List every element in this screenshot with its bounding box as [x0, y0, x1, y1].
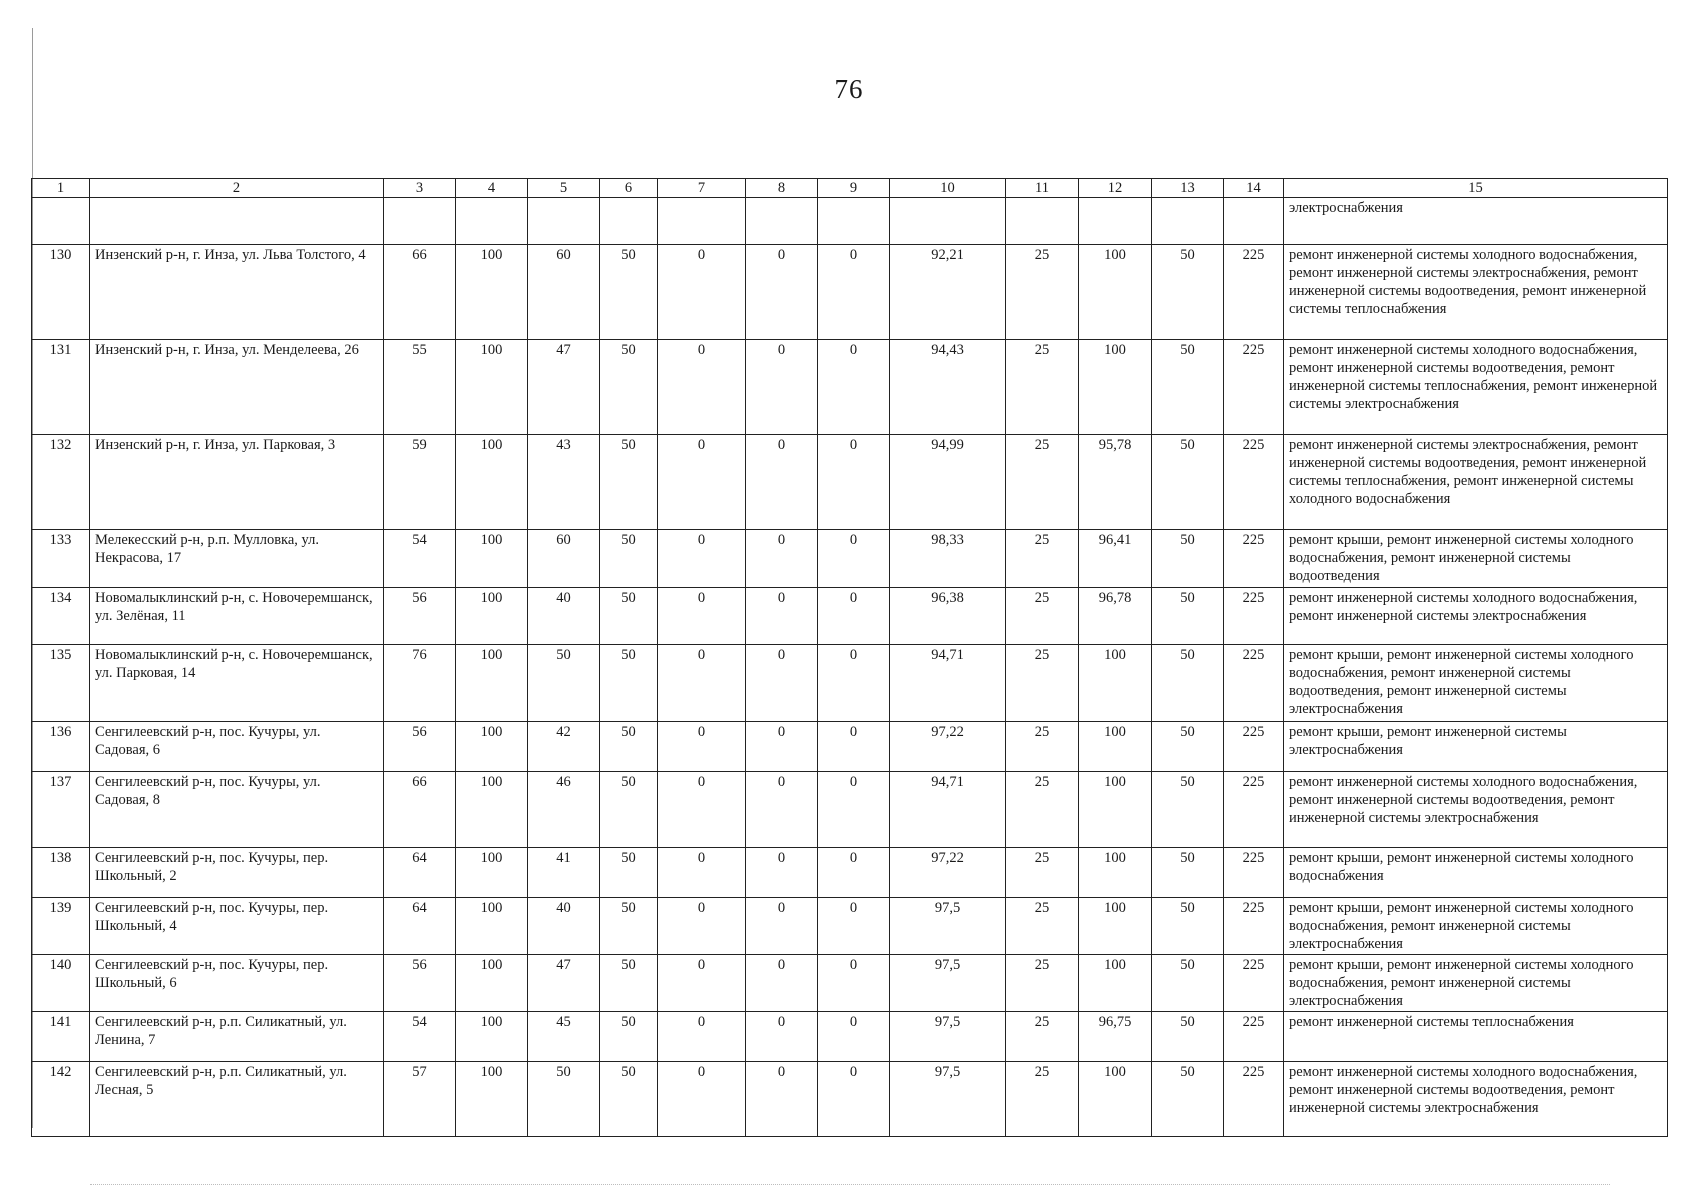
cell-empty: [746, 198, 818, 245]
cell-empty: [32, 198, 90, 245]
cell-col-10: 94,43: [890, 340, 1006, 435]
scan-noise-line: [90, 1184, 1610, 1185]
cell-works: ремонт крыши, ремонт инженерной системы электроснабжения: [1284, 722, 1668, 772]
cell-row-number: 137: [32, 772, 90, 848]
cell-col-7: 0: [658, 898, 746, 955]
cell-col-13: 50: [1152, 1062, 1224, 1137]
cell-col-7: 0: [658, 245, 746, 340]
cell-col-5: 45: [528, 1012, 600, 1062]
cell-row-number: 138: [32, 848, 90, 898]
table-row: [32, 588, 1668, 645]
cell-col-8: 0: [746, 898, 818, 955]
cell-col-8: 0: [746, 530, 818, 588]
cell-col-9: 0: [818, 245, 890, 340]
cell-col-9: 0: [818, 588, 890, 645]
cell-col-7: 0: [658, 435, 746, 530]
cell-col-7: 0: [658, 1062, 746, 1137]
cell-col-11: 25: [1006, 530, 1079, 588]
cell-col-5: 46: [528, 772, 600, 848]
cell-col-10: 94,71: [890, 772, 1006, 848]
cell-address: Сенгилеевский р-н, пос. Кучуры, ул. Садовая, 6: [90, 722, 384, 772]
cell-col-11: 25: [1006, 340, 1079, 435]
table-row: [32, 1012, 1668, 1062]
cell-row-number: 130: [32, 245, 90, 340]
cell-col-12: 100: [1079, 848, 1152, 898]
cell-col-14: 225: [1224, 955, 1284, 1012]
col-header-9: 9: [818, 179, 890, 198]
col-header-2: 2: [90, 179, 384, 198]
cell-col-11: 25: [1006, 588, 1079, 645]
table-row: [32, 898, 1668, 955]
cell-col-3: 56: [384, 722, 456, 772]
col-header-14: 14: [1224, 179, 1284, 198]
cell-col-11: 25: [1006, 435, 1079, 530]
cell-col-14: 225: [1224, 340, 1284, 435]
cell-col-13: 50: [1152, 435, 1224, 530]
cell-col-8: 0: [746, 955, 818, 1012]
col-header-1: 1: [32, 179, 90, 198]
cell-col-10: 97,22: [890, 848, 1006, 898]
cell-works: ремонт инженерной системы холодного водоснабжения, ремонт инженерной системы водоотведения, ремонт инженерной системы электроснабжения: [1284, 1062, 1668, 1137]
cell-col-9: 0: [818, 435, 890, 530]
table-row: [32, 530, 1668, 588]
cell-col-12: 100: [1079, 722, 1152, 772]
cell-works: электроснабжения: [1284, 198, 1668, 245]
cell-col-14: 225: [1224, 645, 1284, 722]
cell-col-10: 97,22: [890, 722, 1006, 772]
cell-col-10: 97,5: [890, 1012, 1006, 1062]
cell-works: ремонт инженерной системы холодного водоснабжения, ремонт инженерной системы водоотведения, ремонт инженерной системы теплоснабжения, ремонт инженерной системы электроснабжения: [1284, 340, 1668, 435]
cell-col-8: 0: [746, 1062, 818, 1137]
cell-row-number: 139: [32, 898, 90, 955]
cell-col-3: 54: [384, 530, 456, 588]
table-row: [32, 722, 1668, 772]
cell-col-9: 0: [818, 645, 890, 722]
cell-row-number: 142: [32, 1062, 90, 1137]
cell-empty: [818, 198, 890, 245]
cell-works: ремонт инженерной системы теплоснабжения: [1284, 1012, 1668, 1062]
cell-row-number: 136: [32, 722, 90, 772]
cell-col-13: 50: [1152, 848, 1224, 898]
table-row: [32, 848, 1668, 898]
cell-col-4: 100: [456, 435, 528, 530]
cell-col-14: 225: [1224, 722, 1284, 772]
cell-col-10: 97,5: [890, 955, 1006, 1012]
cell-empty: [890, 198, 1006, 245]
cell-col-14: 225: [1224, 898, 1284, 955]
cell-works: ремонт крыши, ремонт инженерной системы холодного водоснабжения, ремонт инженерной системы водоотведения, ремонт инженерной системы электроснабжения: [1284, 645, 1668, 722]
cell-col-5: 43: [528, 435, 600, 530]
cell-col-6: 50: [600, 340, 658, 435]
cell-works: ремонт инженерной системы холодного водоснабжения, ремонт инженерной системы водоотведения, ремонт инженерной системы электроснабжения: [1284, 772, 1668, 848]
col-header-13: 13: [1152, 179, 1224, 198]
cell-row-number: 141: [32, 1012, 90, 1062]
cell-col-7: 0: [658, 530, 746, 588]
cell-col-11: 25: [1006, 848, 1079, 898]
cell-address: Сенгилеевский р-н, пос. Кучуры, пер. Школьный, 4: [90, 898, 384, 955]
cell-col-11: 25: [1006, 1062, 1079, 1137]
cell-col-6: 50: [600, 848, 658, 898]
table-row: [32, 245, 1668, 340]
cell-col-12: 100: [1079, 1062, 1152, 1137]
cell-col-6: 50: [600, 722, 658, 772]
cell-col-6: 50: [600, 898, 658, 955]
cell-col-13: 50: [1152, 955, 1224, 1012]
cell-empty: [600, 198, 658, 245]
cell-works: ремонт крыши, ремонт инженерной системы холодного водоснабжения, ремонт инженерной системы электроснабжения: [1284, 898, 1668, 955]
cell-col-8: 0: [746, 848, 818, 898]
cell-col-14: 225: [1224, 530, 1284, 588]
cell-col-3: 56: [384, 955, 456, 1012]
cell-col-8: 0: [746, 722, 818, 772]
cell-empty: [658, 198, 746, 245]
cell-col-5: 50: [528, 1062, 600, 1137]
col-header-3: 3: [384, 179, 456, 198]
cell-col-6: 50: [600, 245, 658, 340]
cell-col-6: 50: [600, 1012, 658, 1062]
table-row: [32, 435, 1668, 530]
cell-col-4: 100: [456, 530, 528, 588]
cell-col-11: 25: [1006, 772, 1079, 848]
cell-col-7: 0: [658, 1012, 746, 1062]
cell-col-4: 100: [456, 772, 528, 848]
table-row: [32, 772, 1668, 848]
cell-empty: [384, 198, 456, 245]
cell-col-13: 50: [1152, 588, 1224, 645]
cell-col-8: 0: [746, 588, 818, 645]
cell-col-3: 55: [384, 340, 456, 435]
cell-empty: [1152, 198, 1224, 245]
cell-col-12: 100: [1079, 245, 1152, 340]
col-header-5: 5: [528, 179, 600, 198]
col-header-12: 12: [1079, 179, 1152, 198]
cell-col-11: 25: [1006, 245, 1079, 340]
cell-col-5: 41: [528, 848, 600, 898]
cell-col-12: 100: [1079, 772, 1152, 848]
cell-col-13: 50: [1152, 898, 1224, 955]
cell-address: Инзенский р-н, г. Инза, ул. Льва Толстого, 4: [90, 245, 384, 340]
cell-address: Сенгилеевский р-н, р.п. Силикатный, ул. Лесная, 5: [90, 1062, 384, 1137]
cell-col-3: 57: [384, 1062, 456, 1137]
cell-address: Инзенский р-н, г. Инза, ул. Парковая, 3: [90, 435, 384, 530]
cell-col-7: 0: [658, 645, 746, 722]
cell-col-14: 225: [1224, 588, 1284, 645]
table-row: [32, 340, 1668, 435]
cell-col-12: 96,41: [1079, 530, 1152, 588]
cell-works: ремонт инженерной системы холодного водоснабжения, ремонт инженерной системы электроснабжения: [1284, 588, 1668, 645]
cell-col-14: 225: [1224, 1062, 1284, 1137]
cell-row-number: 133: [32, 530, 90, 588]
cell-col-5: 50: [528, 645, 600, 722]
cell-empty: [1006, 198, 1079, 245]
data-table: [31, 178, 1668, 1137]
cell-col-5: 60: [528, 245, 600, 340]
cell-works: ремонт крыши, ремонт инженерной системы холодного водоснабжения, ремонт инженерной системы электроснабжения: [1284, 955, 1668, 1012]
cell-col-5: 40: [528, 588, 600, 645]
col-header-6: 6: [600, 179, 658, 198]
cell-address: Сенгилеевский р-н, р.п. Силикатный, ул. Ленина, 7: [90, 1012, 384, 1062]
cell-col-6: 50: [600, 588, 658, 645]
table-header-row: [32, 179, 1668, 198]
cell-col-3: 76: [384, 645, 456, 722]
cell-col-11: 25: [1006, 955, 1079, 1012]
cell-col-12: 100: [1079, 340, 1152, 435]
cell-address: Новомалыклинский р-н, с. Новочеремшанск, ул. Зелёная, 11: [90, 588, 384, 645]
cell-col-9: 0: [818, 1062, 890, 1137]
cell-col-5: 40: [528, 898, 600, 955]
cell-col-10: 96,38: [890, 588, 1006, 645]
cell-col-7: 0: [658, 848, 746, 898]
cell-col-13: 50: [1152, 530, 1224, 588]
cell-col-3: 64: [384, 898, 456, 955]
cell-col-7: 0: [658, 772, 746, 848]
cell-col-13: 50: [1152, 245, 1224, 340]
cell-col-12: 100: [1079, 955, 1152, 1012]
cell-col-13: 50: [1152, 340, 1224, 435]
table-row: [32, 645, 1668, 722]
cell-col-6: 50: [600, 955, 658, 1012]
cell-address: Сенгилеевский р-н, пос. Кучуры, пер. Школьный, 2: [90, 848, 384, 898]
cell-col-4: 100: [456, 588, 528, 645]
cell-col-4: 100: [456, 1012, 528, 1062]
cell-col-3: 66: [384, 772, 456, 848]
cell-col-14: 225: [1224, 435, 1284, 530]
cell-col-7: 0: [658, 588, 746, 645]
cell-col-8: 0: [746, 340, 818, 435]
cell-col-3: 56: [384, 588, 456, 645]
cell-col-6: 50: [600, 435, 658, 530]
cell-empty: [1079, 198, 1152, 245]
cell-col-5: 47: [528, 955, 600, 1012]
cell-col-11: 25: [1006, 898, 1079, 955]
cell-col-4: 100: [456, 245, 528, 340]
cell-col-13: 50: [1152, 722, 1224, 772]
col-header-4: 4: [456, 179, 528, 198]
table-row: [32, 1062, 1668, 1137]
col-header-11: 11: [1006, 179, 1079, 198]
cell-col-5: 47: [528, 340, 600, 435]
cell-col-11: 25: [1006, 722, 1079, 772]
page-number: 76: [834, 74, 864, 104]
cell-col-8: 0: [746, 772, 818, 848]
cell-col-4: 100: [456, 1062, 528, 1137]
cell-col-14: 225: [1224, 245, 1284, 340]
cell-col-10: 94,99: [890, 435, 1006, 530]
cell-col-12: 100: [1079, 898, 1152, 955]
cell-col-13: 50: [1152, 645, 1224, 722]
cell-col-6: 50: [600, 530, 658, 588]
cell-row-number: 134: [32, 588, 90, 645]
cell-works: ремонт инженерной системы электроснабжения, ремонт инженерной системы водоотведения, ремонт инженерной системы теплоснабжения, ремонт инженерной системы холодного водоснабжения: [1284, 435, 1668, 530]
cell-address: Мелекесский р-н, р.п. Мулловка, ул. Некрасова, 17: [90, 530, 384, 588]
cell-col-10: 97,5: [890, 1062, 1006, 1137]
cell-col-8: 0: [746, 1012, 818, 1062]
cell-col-10: 98,33: [890, 530, 1006, 588]
cell-col-12: 96,75: [1079, 1012, 1152, 1062]
cell-address: Новомалыклинский р-н, с. Новочеремшанск, ул. Парковая, 14: [90, 645, 384, 722]
cell-col-3: 54: [384, 1012, 456, 1062]
cell-address: Инзенский р-н, г. Инза, ул. Менделеева, 26: [90, 340, 384, 435]
cell-empty: [456, 198, 528, 245]
cell-col-9: 0: [818, 1012, 890, 1062]
cell-col-14: 225: [1224, 772, 1284, 848]
cell-row-number: 140: [32, 955, 90, 1012]
cell-col-9: 0: [818, 848, 890, 898]
cell-col-14: 225: [1224, 1012, 1284, 1062]
col-header-15: 15: [1284, 179, 1668, 198]
cell-col-4: 100: [456, 645, 528, 722]
cell-col-11: 25: [1006, 1012, 1079, 1062]
cell-col-4: 100: [456, 955, 528, 1012]
cell-col-3: 59: [384, 435, 456, 530]
cell-col-10: 97,5: [890, 898, 1006, 955]
cell-row-number: 132: [32, 435, 90, 530]
cell-col-11: 25: [1006, 645, 1079, 722]
cell-col-7: 0: [658, 340, 746, 435]
col-header-10: 10: [890, 179, 1006, 198]
table-row: [32, 955, 1668, 1012]
cell-col-6: 50: [600, 1062, 658, 1137]
cell-col-9: 0: [818, 898, 890, 955]
cell-col-9: 0: [818, 530, 890, 588]
cell-col-6: 50: [600, 645, 658, 722]
cell-col-10: 92,21: [890, 245, 1006, 340]
cell-address: Сенгилеевский р-н, пос. Кучуры, пер. Школьный, 6: [90, 955, 384, 1012]
cell-col-12: 95,78: [1079, 435, 1152, 530]
continuation-row: [32, 198, 1668, 245]
cell-col-13: 50: [1152, 772, 1224, 848]
cell-col-3: 66: [384, 245, 456, 340]
cell-col-6: 50: [600, 772, 658, 848]
cell-col-7: 0: [658, 722, 746, 772]
cell-empty: [90, 198, 384, 245]
cell-works: ремонт крыши, ремонт инженерной системы холодного водоснабжения, ремонт инженерной системы водоотведения: [1284, 530, 1668, 588]
cell-col-4: 100: [456, 898, 528, 955]
cell-row-number: 135: [32, 645, 90, 722]
cell-empty: [1224, 198, 1284, 245]
cell-col-14: 225: [1224, 848, 1284, 898]
cell-col-3: 64: [384, 848, 456, 898]
cell-col-13: 50: [1152, 1012, 1224, 1062]
cell-works: ремонт крыши, ремонт инженерной системы холодного водоснабжения: [1284, 848, 1668, 898]
cell-col-12: 96,78: [1079, 588, 1152, 645]
cell-col-12: 100: [1079, 645, 1152, 722]
cell-col-9: 0: [818, 955, 890, 1012]
cell-col-8: 0: [746, 245, 818, 340]
col-header-8: 8: [746, 179, 818, 198]
col-header-7: 7: [658, 179, 746, 198]
cell-col-8: 0: [746, 435, 818, 530]
cell-col-5: 42: [528, 722, 600, 772]
cell-row-number: 131: [32, 340, 90, 435]
cell-col-9: 0: [818, 722, 890, 772]
cell-address: Сенгилеевский р-н, пос. Кучуры, ул. Садовая, 8: [90, 772, 384, 848]
cell-col-4: 100: [456, 722, 528, 772]
cell-empty: [528, 198, 600, 245]
cell-col-4: 100: [456, 340, 528, 435]
cell-works: ремонт инженерной системы холодного водоснабжения, ремонт инженерной системы электроснабжения, ремонт инженерной системы водоотведения, ремонт инженерной системы теплоснабжения: [1284, 245, 1668, 340]
cell-col-5: 60: [528, 530, 600, 588]
cell-col-8: 0: [746, 645, 818, 722]
cell-col-7: 0: [658, 955, 746, 1012]
cell-col-9: 0: [818, 772, 890, 848]
cell-col-4: 100: [456, 848, 528, 898]
cell-col-10: 94,71: [890, 645, 1006, 722]
cell-col-9: 0: [818, 340, 890, 435]
